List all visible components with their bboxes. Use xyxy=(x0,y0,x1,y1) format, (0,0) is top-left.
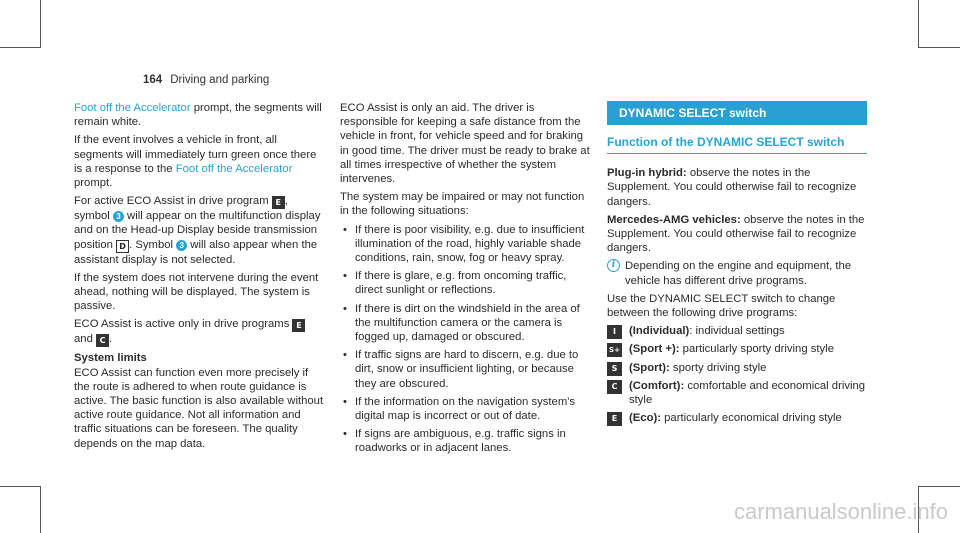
drive-program-item: I (Individual): individual settings xyxy=(607,324,867,338)
drive-position-icon: D xyxy=(116,240,129,253)
column-middle xyxy=(340,101,592,460)
section-title: Driving and parking xyxy=(170,74,270,86)
crop-mark xyxy=(0,47,40,48)
info-note: i Depending on the engine and equipment, the vehicle has different drive programs. xyxy=(607,259,867,287)
list-item: • If signs are ambiguous, e.g. traffic signs in roadworks or in adjacent lanes. xyxy=(340,427,592,455)
drive-program-item: S+ (Sport +): particularly sporty driving style xyxy=(607,342,867,356)
list-item: • If there is glare, e.g. from oncoming traffic, direct sunlight or reflections. xyxy=(340,269,592,297)
list-item: • If there is poor visibility, e.g. due to insufficient illumination of the road, highly variable shade conditions, rain, snow, fog or heavy spray. xyxy=(340,223,592,266)
column-left xyxy=(74,101,326,455)
sport-program-icon: S xyxy=(607,362,622,376)
eco-program-icon: E xyxy=(607,412,622,426)
crop-mark xyxy=(918,0,919,48)
paragraph: For active ECO Assist in drive program E , symbol 3 will appear on the multifunction display and on the Head-up Display beside transmission position D . Symbol 3 will also appear when the assistant display is not selected. xyxy=(74,195,321,266)
drive-program-item: S (Sport): sporty driving style xyxy=(607,361,867,375)
section-banner: DYNAMIC SELECT switch xyxy=(607,101,867,125)
paragraph: Foot off the Accelerator prompt, the segments will remain white. xyxy=(74,102,322,129)
paragraph: The system may be impaired or may not function in the following situations: xyxy=(340,191,585,218)
subsection-heading: Function of the DYNAMIC SELECT switch xyxy=(607,135,867,154)
drive-program-item: E (Eco): particularly economical driving style xyxy=(607,411,867,425)
paragraph: If the event involves a vehicle in front, all segments will immediately turn green once there is a response to the Foot off the Accelerator prompt. xyxy=(74,134,317,190)
situation-list xyxy=(340,223,592,456)
drive-program-item: C (Comfort): comfortable and economical driving style xyxy=(607,379,867,407)
info-icon: i xyxy=(607,259,620,272)
paragraph: ECO Assist can function even more precisely if the route is adhered to when route guidance is active. The basic function is also available without active route guidance. Not all information and traffic situations can be foreseen. The quality depends on the map data. xyxy=(74,366,324,450)
section-heading: System limits xyxy=(74,352,147,365)
paragraph: ECO Assist is only an aid. The driver is responsible for keeping a safe distance from the vehicle in front, for vehicle speed and for braking in good time. The driver must be ready to brake at all times irrespective of whether the system intervenes. xyxy=(340,102,590,186)
paragraph: Mercedes-AMG vehicles: observe the notes in the Supplement. You could otherwise fail to recognize dangers. xyxy=(607,213,865,255)
paragraph: Plug-in hybrid: observe the notes in the Supplement. You could otherwise fail to recognize dangers. xyxy=(607,167,857,208)
eco-program-icon: E xyxy=(292,319,305,332)
list-item: • If traffic signs are hard to discern, e.g. due to dirt, snow or insufficient lighting, or because they are obscured. xyxy=(340,348,592,391)
comfort-program-icon: C xyxy=(607,380,622,394)
eco-program-icon: E xyxy=(272,196,285,209)
crop-mark xyxy=(0,486,40,487)
list-item: • If the information on the navigation system's digital map is incorrect or out of date. xyxy=(340,395,592,423)
column-right xyxy=(607,101,867,429)
callout-3-icon: 3 xyxy=(176,240,187,251)
paragraph: Use the DYNAMIC SELECT switch to change between the following drive programs: xyxy=(607,292,836,320)
accelerator-prompt-link[interactable]: Foot off the Accelerator xyxy=(74,102,191,114)
comfort-program-icon: C xyxy=(96,334,109,347)
accelerator-prompt-link[interactable]: Foot off the Accelerator xyxy=(175,162,293,175)
crop-mark xyxy=(40,486,41,533)
paragraph: If the system does not intervene during the event ahead, nothing will be displayed. The system is passive. xyxy=(74,271,319,313)
list-item: • If there is dirt on the windshield in the area of the multifunction camera or the camera is fogged up, damaged or obscured. xyxy=(340,302,592,345)
crop-mark xyxy=(918,47,960,48)
crop-mark xyxy=(40,0,41,48)
callout-3-icon: 3 xyxy=(113,211,124,222)
watermark: carmanualsonline.info xyxy=(733,499,948,524)
crop-mark xyxy=(918,486,960,487)
paragraph: ECO Assist is active only in drive programs E and C . xyxy=(74,317,326,347)
page-number: 164 xyxy=(143,74,163,86)
page-header xyxy=(143,74,269,86)
individual-program-icon: I xyxy=(607,325,622,339)
sport-plus-program-icon: S+ xyxy=(607,343,622,357)
